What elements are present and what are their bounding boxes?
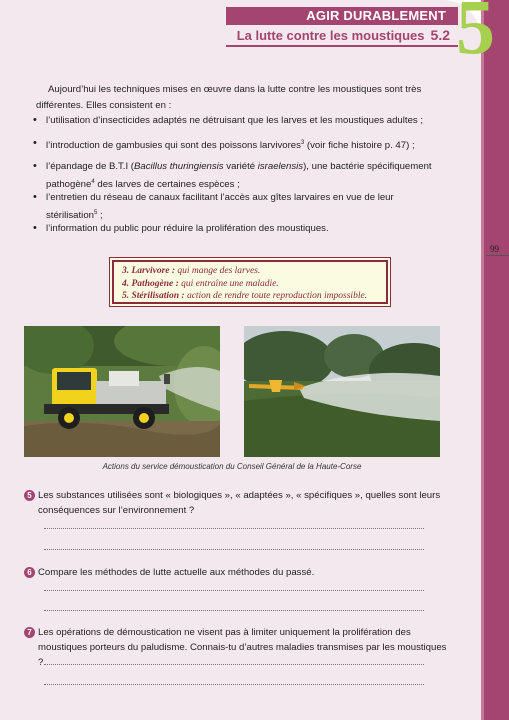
definition-pathogene [122, 278, 378, 291]
bullet-dot: • [33, 114, 37, 126]
photo-spraying-truck [24, 326, 220, 457]
bullet-5-text: l’information du public pour réduire la prolifération des moustiques. [46, 223, 329, 234]
definition-text: qui entraîne une maladie. [178, 278, 279, 289]
species-name: Bacillus thuringiensis [134, 161, 224, 172]
definitions-inner [112, 260, 388, 304]
question-6-text: Compare les méthodes de lutte actuelle aux méthodes du passé. [38, 567, 315, 578]
question-7-text: Les opérations de démoustication ne visent pas à limiter uniquement la prolifération des moustiques porteurs du paludisme. Connais-tu d’autres maladies transmises par les moustiques ? [38, 627, 447, 668]
bullet-2 [33, 136, 443, 154]
header-subtitle [226, 27, 450, 43]
bullet-3 [33, 159, 443, 192]
right-sidebar-band [484, 0, 509, 720]
variety-name: israelensis [257, 161, 304, 172]
bullet-2-text: l’introduction de gambusies qui sont des poissons larvivores [46, 140, 301, 152]
footnote-ref: 5 [94, 209, 98, 216]
right-sidebar-stripe [481, 0, 484, 720]
answer-line[interactable] [44, 590, 424, 591]
bullet-dot: • [33, 222, 37, 234]
definition-term: 3. Larvivore : [122, 266, 176, 276]
answer-line[interactable] [44, 528, 424, 529]
subtitle-text: La lutte contre les moustiques [236, 28, 425, 43]
bullet-1 [33, 113, 443, 129]
question-5-badge: 5 [24, 490, 35, 501]
question-5-text: Les substances utilisées sont « biologiques », « adaptées », « spécifiques », quelles sont leurs conséquences sur l’environnement ? [38, 490, 441, 516]
section-number: 5.2 [430, 27, 450, 43]
bullet-dot: • [33, 137, 37, 149]
bullet-dot: • [33, 191, 37, 203]
answer-line[interactable] [44, 610, 424, 611]
answer-line[interactable] [44, 664, 424, 665]
photo-spraying-plane [244, 326, 440, 457]
bullet-3-text-cont: ), une bactérie spécifiquement pathogène [46, 161, 432, 190]
page-number: 99 [490, 244, 499, 254]
bullet-5 [33, 221, 443, 237]
bullet-3-text-end: des larves de certaines espèces ; [94, 178, 240, 190]
definition-text: action de rendre toute reproduction impossible. [184, 291, 368, 301]
definition-term: 5. Stérilisation : [122, 291, 185, 301]
header-title: AGIR DURABLEMENT [306, 8, 446, 23]
bullet-3-text-mid: variété [223, 161, 258, 172]
bullet-4-text: l’entretien du réseau de canaux facilitant l’accès aux gîtes larvaires en vue de leur stérilisation [46, 192, 394, 221]
bullet-dot: • [33, 160, 37, 172]
bullet-3-text: l’épandage de B.T.I ( [46, 161, 135, 172]
footnote-ref: 3 [300, 140, 305, 146]
definitions-box [109, 257, 391, 307]
photo-caption: Actions du service démoustication du Conseil Général de la Haute-Corse [102, 462, 362, 471]
definition-text: qui mange des larves. [175, 266, 261, 276]
question-6-badge: 6 [24, 567, 35, 578]
bullet-4 [33, 190, 443, 223]
plane-illustration [244, 326, 440, 457]
footnote-ref: 4 [91, 178, 95, 185]
bullet-1-text: l’utilisation d’insecticides adaptés ne détruisant que les larves et les moustiques adultes ; [46, 115, 424, 126]
definition-sterilisation [122, 290, 378, 303]
chapter-number: 5 [456, 0, 495, 70]
truck-illustration [24, 326, 220, 457]
page-number-rule [486, 255, 509, 256]
bullet-4-text-end: ; [97, 209, 103, 221]
answer-line[interactable] [44, 684, 424, 685]
intro-paragraph: Aujourd’hui les techniques mises en œuvre dans la lutte contre les moustiques sont très différentes. Elles consistent en : [36, 84, 422, 111]
question-7-badge: 7 [24, 627, 35, 638]
header-rule [226, 45, 458, 47]
definition-term: 4. Pathogène : [122, 278, 179, 289]
bullet-2-text-end: (voir fiche histoire p. 47) ; [304, 140, 415, 152]
definition-larvivore [122, 265, 378, 278]
answer-line[interactable] [44, 549, 424, 550]
